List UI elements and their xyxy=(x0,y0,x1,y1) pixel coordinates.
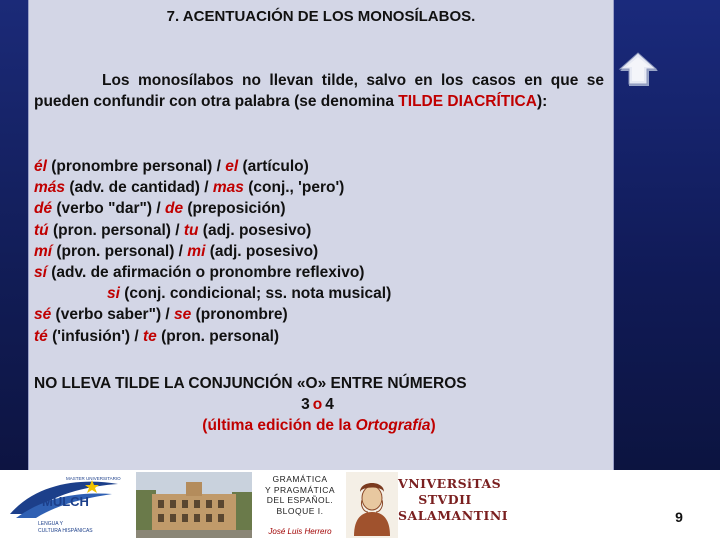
home-arrow-icon xyxy=(618,52,660,92)
word-desc: (artículo) xyxy=(238,158,309,175)
list-item xyxy=(34,304,604,325)
list-item xyxy=(34,220,604,241)
word-desc: (pron. personal) xyxy=(156,327,280,345)
unaccented-word: tu xyxy=(183,221,199,239)
example-number: 4 xyxy=(325,396,337,413)
word-desc: (pron. personal) / xyxy=(48,221,184,239)
intro-text: Los monosílabos no llevan tilde, salvo en los casos en que se pueden confundir con otra palabra (se denomina xyxy=(34,72,604,110)
accented-word: té xyxy=(34,327,48,345)
accented-word: él xyxy=(34,158,47,175)
edition-line xyxy=(34,415,604,436)
number-example xyxy=(34,394,604,415)
word-desc: (conj., 'pero') xyxy=(243,179,345,197)
slide-content-panel xyxy=(28,0,614,470)
list-item xyxy=(34,283,604,304)
accented-word: mí xyxy=(34,242,53,260)
conjunction-note xyxy=(34,373,604,436)
word-desc: ('infusión') / xyxy=(47,327,143,345)
mulch-name: MULCH xyxy=(42,494,89,509)
word-desc: (preposición) xyxy=(183,200,286,218)
mulch-sub2: CULTURA HISPÁNICAS xyxy=(38,528,93,534)
edition-work: Ortografía xyxy=(355,417,431,434)
word-desc: (verbo "dar") / xyxy=(52,200,165,218)
course-line: DEL ESPAÑOL. xyxy=(266,495,334,505)
building-photo xyxy=(136,472,252,538)
list-item xyxy=(34,177,604,198)
slide-title: 7. ACENTUACIÓN DE LOS MONOSÍLABOS. xyxy=(166,8,476,25)
intro-highlight: TILDE DIACRÍTICA xyxy=(398,93,537,110)
mulch-emblem xyxy=(8,474,124,536)
unaccented-word: si xyxy=(107,285,120,303)
course-line: Y PRAGMÁTICA xyxy=(264,484,336,495)
accented-word: sí xyxy=(34,264,47,282)
word-desc: (adj. posesivo) xyxy=(198,221,312,239)
page-number: 9 xyxy=(675,509,683,525)
unaccented-word: te xyxy=(142,327,157,345)
word-desc: (pronombre personal) / xyxy=(46,158,226,175)
word-desc: (adj. posesivo) xyxy=(205,242,319,260)
edition-paren-open: (última edición de la xyxy=(202,417,356,434)
university-logo xyxy=(398,474,509,536)
monosyllable-list xyxy=(34,156,604,347)
word-desc: (conj. condicional; ss. nota musical) xyxy=(119,285,392,303)
accented-word: sé xyxy=(34,306,52,324)
unaccented-word: mas xyxy=(212,179,244,197)
note-line: NO LLEVA TILDE LA CONJUNCIÓN «O» ENTRE NÚMEROS xyxy=(34,375,467,392)
example-number: 3 xyxy=(301,396,313,413)
word-desc: (adv. de afirmación o pronombre reflexivo) xyxy=(46,264,365,282)
home-button[interactable] xyxy=(618,52,660,92)
mulch-logo xyxy=(8,474,124,536)
accented-word: tú xyxy=(34,221,49,239)
word-desc: (adv. de cantidad) / xyxy=(65,179,213,197)
unaccented-word: mi xyxy=(187,242,206,260)
background-left-band xyxy=(0,0,28,470)
list-item xyxy=(34,262,604,283)
word-desc: (pronombre) xyxy=(191,306,288,324)
course-line: BLOQUE I. xyxy=(276,505,324,516)
mulch-top-text: MASTER UNIVERSITARIO xyxy=(66,476,121,481)
intro-end: ): xyxy=(536,93,548,110)
university-line: VNIVERSiTAS xyxy=(398,476,502,491)
list-item xyxy=(34,198,604,219)
accented-word: más xyxy=(34,179,66,197)
mulch-sub1: LENGUA Y xyxy=(38,521,63,527)
word-desc: (pron. personal) / xyxy=(52,242,188,260)
author-name: José Luis Herrero xyxy=(268,527,332,536)
example-conjunction: o xyxy=(312,396,326,413)
portrait-engraving xyxy=(346,472,398,538)
list-item xyxy=(34,241,604,262)
edition-paren-close: ) xyxy=(430,417,436,434)
unaccented-word: se xyxy=(174,306,192,324)
accented-word: dé xyxy=(34,200,53,218)
portrait-illustration xyxy=(346,472,398,538)
building-illustration xyxy=(136,472,252,538)
unaccented-word: de xyxy=(164,200,184,218)
intro-paragraph xyxy=(34,70,604,112)
university-line: STVDII xyxy=(418,492,472,507)
word-desc: (verbo saber") / xyxy=(51,306,175,324)
unaccented-word: el xyxy=(225,158,239,175)
course-line: GRAMÁTICA xyxy=(272,474,328,484)
list-item xyxy=(34,326,604,347)
list-item xyxy=(34,156,604,177)
university-line: SALAMANTINI xyxy=(398,508,509,523)
